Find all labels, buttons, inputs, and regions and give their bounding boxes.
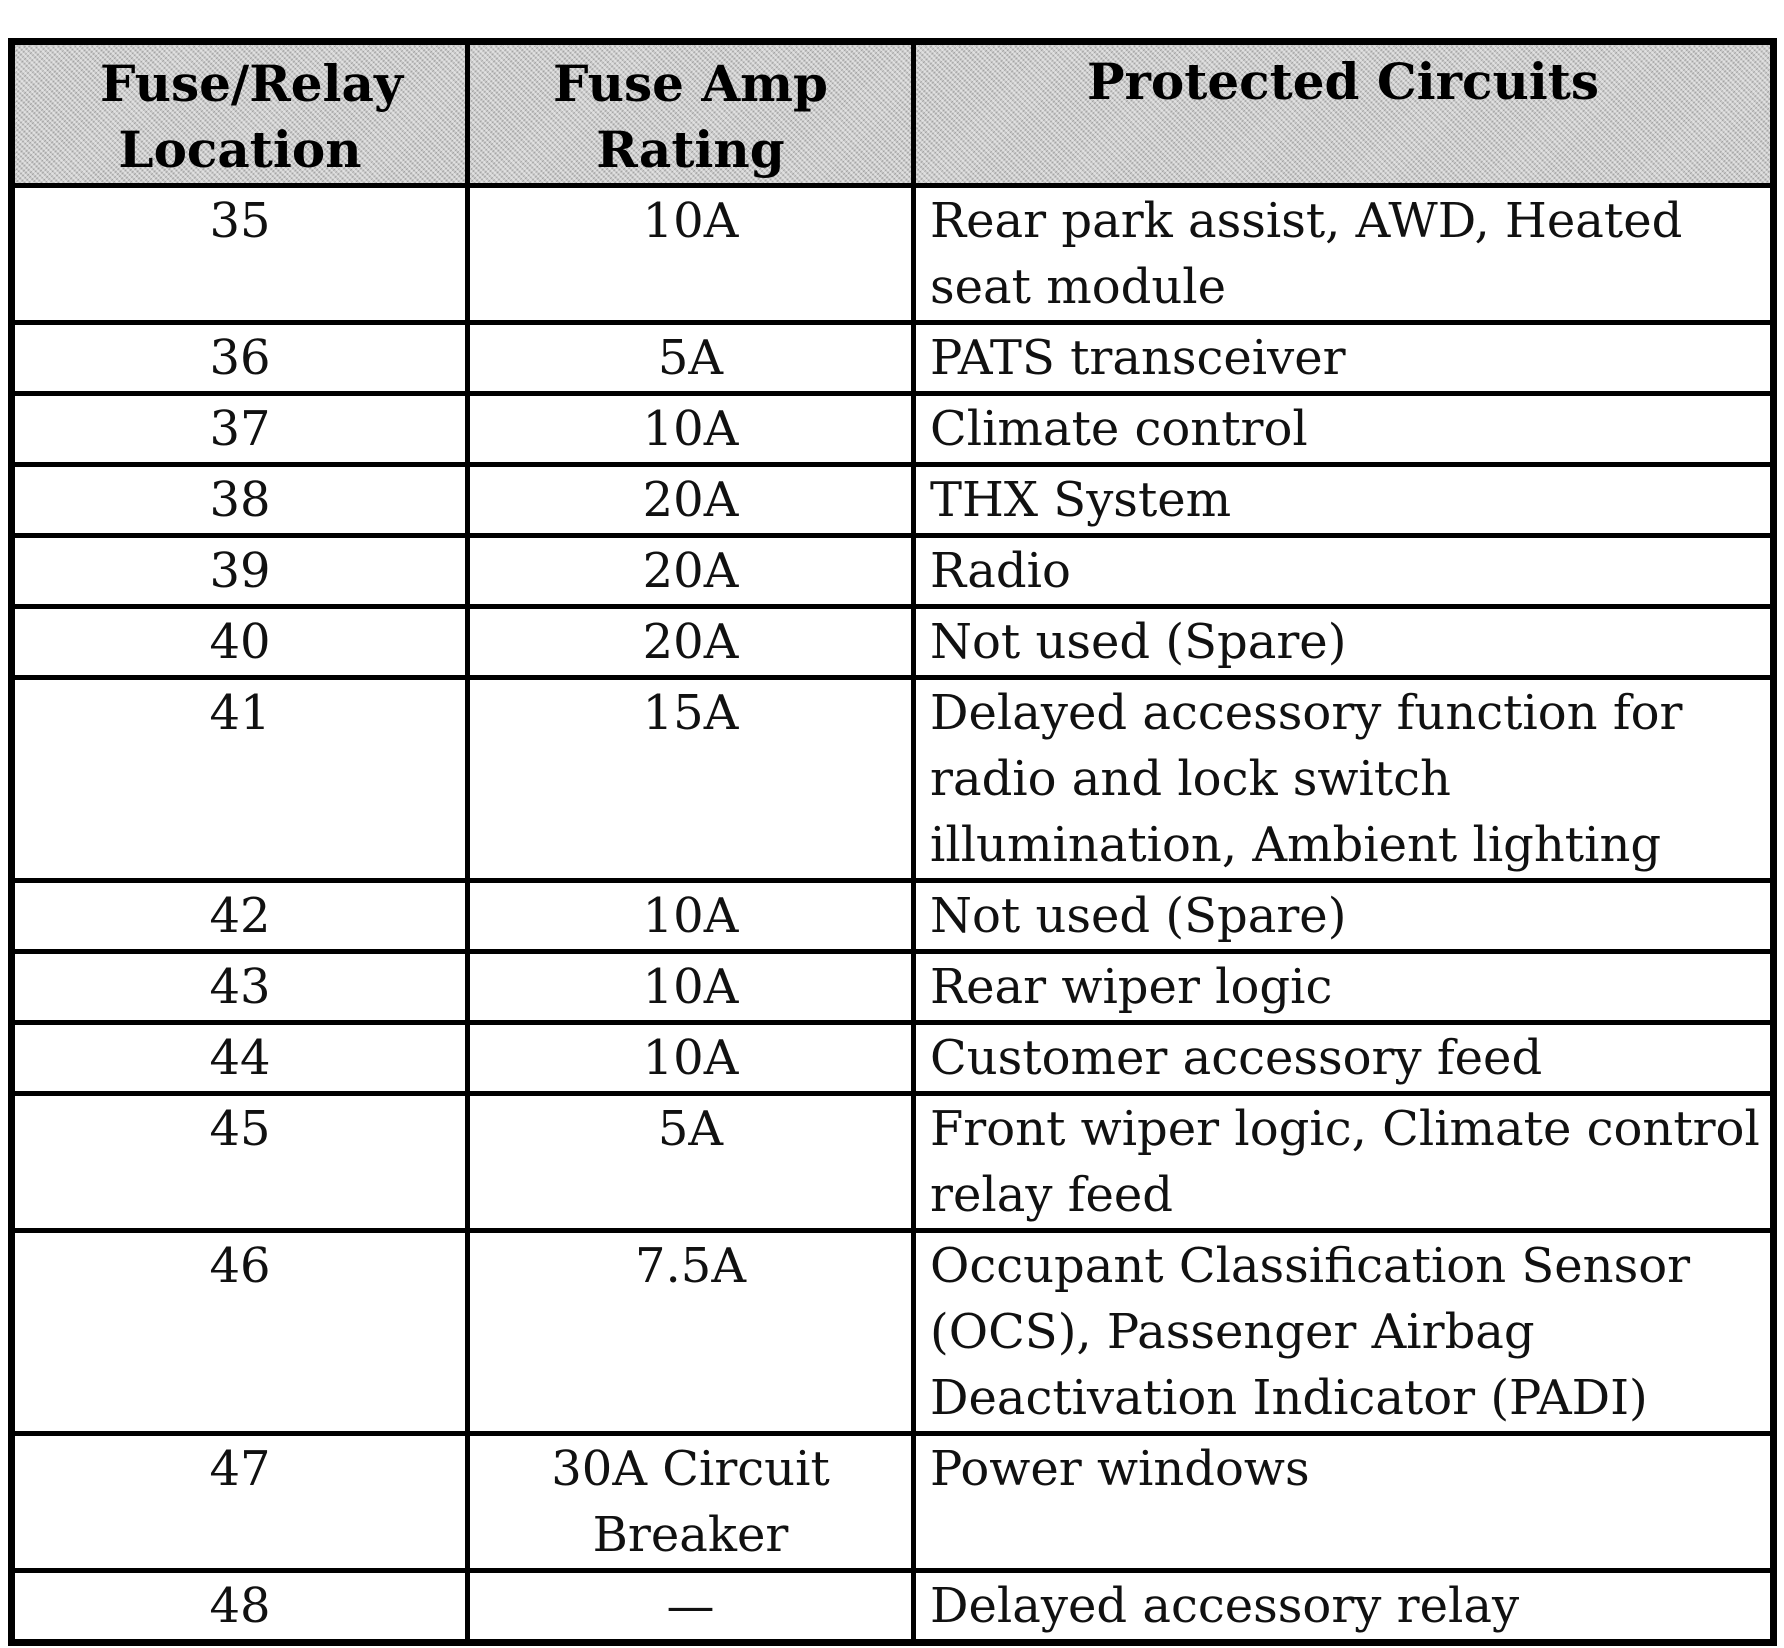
cell-amp-rating: 10A	[468, 186, 914, 323]
cell-protected-circuits: Front wiper logic, Climate control relay feed	[914, 1094, 1774, 1231]
table-row	[12, 1023, 1774, 1094]
cell-location: 36	[12, 323, 468, 394]
cell-location: 41	[12, 678, 468, 881]
cell-amp-rating: 20A	[468, 536, 914, 607]
table-row	[12, 186, 1774, 323]
cell-protected-circuits: Not used (Spare)	[914, 607, 1774, 678]
cell-protected-circuits: Customer accessory feed	[914, 1023, 1774, 1094]
table-row	[12, 465, 1774, 536]
table-row	[12, 1094, 1774, 1231]
table-row	[12, 1231, 1774, 1434]
cell-location: 45	[12, 1094, 468, 1231]
table-row	[12, 607, 1774, 678]
cell-protected-circuits: Power windows	[914, 1434, 1774, 1571]
cell-location: 39	[12, 536, 468, 607]
cell-amp-rating: 15A	[468, 678, 914, 881]
table-row	[12, 323, 1774, 394]
cell-protected-circuits: Rear park assist, AWD, Heated seat module	[914, 186, 1774, 323]
cell-protected-circuits: PATS transceiver	[914, 323, 1774, 394]
table-header-row	[12, 42, 1774, 186]
cell-amp-rating: —	[468, 1571, 914, 1643]
header-amp-text: Fuse Amp Rating	[553, 54, 828, 179]
cell-location: 40	[12, 607, 468, 678]
cell-amp-rating: 7.5A	[468, 1231, 914, 1434]
table-row	[12, 394, 1774, 465]
cell-protected-circuits: Radio	[914, 536, 1774, 607]
cell-amp-rating: 10A	[468, 952, 914, 1023]
cell-location: 42	[12, 881, 468, 952]
cell-location: 38	[12, 465, 468, 536]
cell-amp-rating: 10A	[468, 394, 914, 465]
cell-amp-rating: 10A	[468, 881, 914, 952]
cell-location: 47	[12, 1434, 468, 1571]
cell-amp-rating-text: 30A Circuit Breaker	[551, 1441, 830, 1563]
table-row	[12, 536, 1774, 607]
cell-protected-circuits: Occupant Classification Sensor (OCS), Passenger Airbag Deactivation Indicator (PADI)	[914, 1231, 1774, 1434]
header-amp-rating	[468, 42, 914, 186]
table-row	[12, 881, 1774, 952]
table-row	[12, 952, 1774, 1023]
header-location-text: Fuse/Relay Location	[100, 54, 404, 179]
fuse-relay-table	[8, 38, 1777, 1646]
cell-amp-rating: 10A	[468, 1023, 914, 1094]
cell-location: 44	[12, 1023, 468, 1094]
cell-location: 46	[12, 1231, 468, 1434]
cell-location: 48	[12, 1571, 468, 1643]
cell-location: 37	[12, 394, 468, 465]
table-row	[12, 678, 1774, 881]
header-circuits-text: Protected Circuits	[1086, 52, 1600, 111]
table-row	[12, 1571, 1774, 1643]
cell-protected-circuits: THX System	[914, 465, 1774, 536]
cell-protected-circuits: Rear wiper logic	[914, 952, 1774, 1023]
cell-amp-rating: 20A	[468, 465, 914, 536]
cell-location: 35	[12, 186, 468, 323]
header-protected-circuits	[914, 42, 1774, 186]
table-row	[12, 1434, 1774, 1571]
header-location	[12, 42, 468, 186]
cell-protected-circuits: Not used (Spare)	[914, 881, 1774, 952]
cell-amp-rating: 5A	[468, 323, 914, 394]
cell-protected-circuits: Delayed accessory function for radio and lock switch illumination, Ambient lighting	[914, 678, 1774, 881]
cell-amp-rating: 20A	[468, 607, 914, 678]
cell-amp-rating: 5A	[468, 1094, 914, 1231]
cell-location: 43	[12, 952, 468, 1023]
cell-amp-rating	[468, 1434, 914, 1571]
cell-protected-circuits: Delayed accessory relay	[914, 1571, 1774, 1643]
cell-protected-circuits: Climate control	[914, 394, 1774, 465]
